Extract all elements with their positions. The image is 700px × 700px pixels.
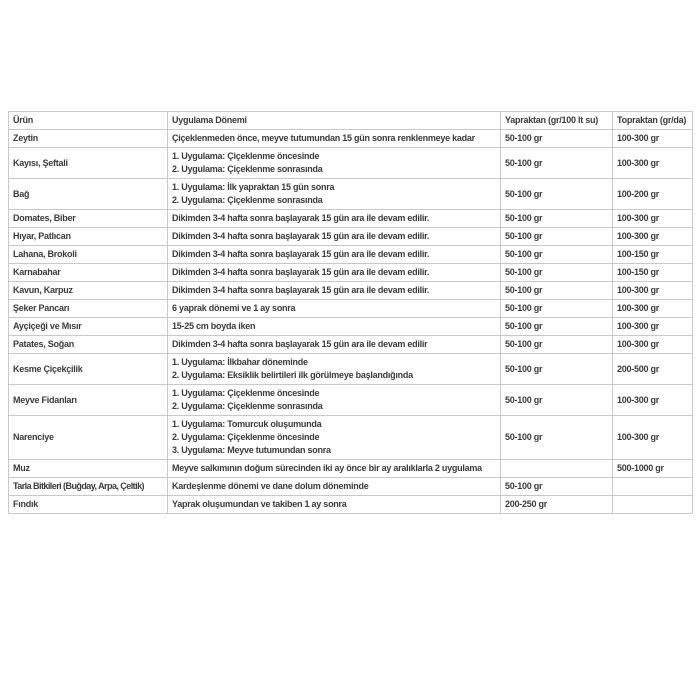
soil-dose-cell: 100-300 gr xyxy=(613,130,693,148)
period-line: Yaprak oluşumundan ve takiben 1 ay sonra xyxy=(172,499,347,509)
period-cell xyxy=(168,246,501,264)
product-cell: Patates, Soğan xyxy=(9,336,168,354)
period-line: Dikimden 3-4 hafta sonra başlayarak 15 gün ara ile devam edilir xyxy=(172,339,428,349)
leaf-dose-cell: 50-100 gr xyxy=(501,210,613,228)
table-row xyxy=(9,282,693,300)
header-application-period: Uygulama Dönemi xyxy=(168,112,501,130)
soil-dose-cell: 100-300 gr xyxy=(613,416,693,460)
table-row xyxy=(9,148,693,179)
period-line: 1. Uygulama: İlkbahar döneminde xyxy=(172,357,308,367)
period-cell xyxy=(168,385,501,416)
table-row xyxy=(9,336,693,354)
table-row xyxy=(9,496,693,514)
soil-dose-cell: 500-1000 gr xyxy=(613,460,693,478)
product-cell: Narenciye xyxy=(9,416,168,460)
period-cell xyxy=(168,460,501,478)
leaf-dose-cell: 50-100 gr xyxy=(501,148,613,179)
period-cell xyxy=(168,148,501,179)
period-line: 3. Uygulama: Meyve tutumundan sonra xyxy=(172,445,331,455)
period-cell xyxy=(168,264,501,282)
soil-dose-cell xyxy=(613,496,693,514)
period-line: Meyve salkımının doğum sürecinden iki ay önce bir ay aralıklarla 2 uygulama xyxy=(172,463,482,473)
table-row xyxy=(9,354,693,385)
period-cell xyxy=(168,354,501,385)
product-cell: Kesme Çiçekçilik xyxy=(9,354,168,385)
leaf-dose-cell: 50-100 gr xyxy=(501,336,613,354)
period-cell xyxy=(168,228,501,246)
period-cell xyxy=(168,179,501,210)
period-line: Kardeşlenme dönemi ve dane dolum döneminde xyxy=(172,481,369,491)
product-cell: Lahana, Brokoli xyxy=(9,246,168,264)
period-line: Dikimden 3-4 hafta sonra başlayarak 15 gün ara ile devam edilir. xyxy=(172,267,430,277)
period-line: Dikimden 3-4 hafta sonra başlayarak 15 gün ara ile devam edilir. xyxy=(172,231,430,241)
table-row xyxy=(9,179,693,210)
table-row xyxy=(9,478,693,496)
table-row xyxy=(9,264,693,282)
period-line: 2. Uygulama: Çiçeklenme sonrasında xyxy=(172,195,323,205)
soil-dose-cell: 100-150 gr xyxy=(613,246,693,264)
soil-dose-cell: 200-500 gr xyxy=(613,354,693,385)
leaf-dose-cell: 50-100 gr xyxy=(501,354,613,385)
leaf-dose-cell: 50-100 gr xyxy=(501,264,613,282)
period-line: Çiçeklenmeden önce, meyve tutumundan 15 gün sonra renklenmeye kadar xyxy=(172,133,475,143)
period-line: 1. Uygulama: Tomurcuk oluşumunda xyxy=(172,419,322,429)
soil-dose-cell: 100-300 gr xyxy=(613,336,693,354)
leaf-dose-cell: 50-100 gr xyxy=(501,282,613,300)
product-cell: Meyve Fidanları xyxy=(9,385,168,416)
header-product: Ürün xyxy=(9,112,168,130)
table-row xyxy=(9,246,693,264)
leaf-dose-cell: 50-100 gr xyxy=(501,385,613,416)
soil-dose-cell: 100-300 gr xyxy=(613,318,693,336)
product-cell: Domates, Biber xyxy=(9,210,168,228)
period-line: 15-25 cm boyda iken xyxy=(172,321,256,331)
soil-dose-cell: 100-200 gr xyxy=(613,179,693,210)
leaf-dose-cell: 50-100 gr xyxy=(501,130,613,148)
table-row xyxy=(9,130,693,148)
soil-dose-cell: 100-300 gr xyxy=(613,148,693,179)
period-line: 1. Uygulama: İlk yapraktan 15 gün sonra xyxy=(172,182,335,192)
period-cell xyxy=(168,210,501,228)
product-cell: Kavun, Karpuz xyxy=(9,282,168,300)
period-line: Dikimden 3-4 hafta sonra başlayarak 15 gün ara ile devam edilir. xyxy=(172,285,430,295)
product-cell: Zeytin xyxy=(9,130,168,148)
period-cell xyxy=(168,318,501,336)
product-cell: Bağ xyxy=(9,179,168,210)
period-line: 1. Uygulama: Çiçeklenme öncesinde xyxy=(172,151,320,161)
period-cell xyxy=(168,282,501,300)
period-line: 1. Uygulama: Çiçeklenme öncesinde xyxy=(172,388,320,398)
dose-table-container xyxy=(8,111,692,514)
table-header-row xyxy=(9,112,693,130)
product-cell: Şeker Pancarı xyxy=(9,300,168,318)
soil-dose-cell: 100-300 gr xyxy=(613,300,693,318)
product-cell: Karnabahar xyxy=(9,264,168,282)
application-dose-table xyxy=(8,111,693,514)
leaf-dose-cell: 50-100 gr xyxy=(501,478,613,496)
leaf-dose-cell: 50-100 gr xyxy=(501,318,613,336)
table-row xyxy=(9,416,693,460)
table-row xyxy=(9,385,693,416)
soil-dose-cell: 100-150 gr xyxy=(613,264,693,282)
table-row xyxy=(9,300,693,318)
leaf-dose-cell xyxy=(501,460,613,478)
period-line: 2. Uygulama: Çiçeklenme öncesinde xyxy=(172,432,320,442)
period-line: 6 yaprak dönemi ve 1 ay sonra xyxy=(172,303,296,313)
product-cell: Fındık xyxy=(9,496,168,514)
soil-dose-cell: 100-300 gr xyxy=(613,385,693,416)
product-cell: Tarla Bitkileri (Buğday, Arpa, Çeltik) xyxy=(9,478,168,496)
soil-dose-cell xyxy=(613,478,693,496)
leaf-dose-cell: 200-250 gr xyxy=(501,496,613,514)
leaf-dose-cell: 50-100 gr xyxy=(501,228,613,246)
table-row xyxy=(9,210,693,228)
header-soil-dose: Topraktan (gr/da) xyxy=(613,112,693,130)
period-line: 2. Uygulama: Eksiklik belirtileri ilk görülmeye başlandığında xyxy=(172,370,413,380)
period-line: 2. Uygulama: Çiçeklenme sonrasında xyxy=(172,401,323,411)
period-cell xyxy=(168,416,501,460)
product-cell: Ayçiçeği ve Mısır xyxy=(9,318,168,336)
period-cell xyxy=(168,336,501,354)
period-line: Dikimden 3-4 hafta sonra başlayarak 15 gün ara ile devam edilir. xyxy=(172,249,430,259)
leaf-dose-cell: 50-100 gr xyxy=(501,300,613,318)
product-cell: Kayısı, Şeftali xyxy=(9,148,168,179)
product-cell: Muz xyxy=(9,460,168,478)
table-row xyxy=(9,228,693,246)
soil-dose-cell: 100-300 gr xyxy=(613,210,693,228)
leaf-dose-cell: 50-100 gr xyxy=(501,246,613,264)
period-cell xyxy=(168,496,501,514)
period-line: Dikimden 3-4 hafta sonra başlayarak 15 gün ara ile devam edilir. xyxy=(172,213,430,223)
leaf-dose-cell: 50-100 gr xyxy=(501,179,613,210)
soil-dose-cell: 100-300 gr xyxy=(613,228,693,246)
soil-dose-cell: 100-300 gr xyxy=(613,282,693,300)
header-leaf-dose: Yapraktan (gr/100 lt su) xyxy=(501,112,613,130)
product-cell: Hıyar, Patlıcan xyxy=(9,228,168,246)
period-cell xyxy=(168,300,501,318)
table-row xyxy=(9,318,693,336)
period-line: 2. Uygulama: Çiçeklenme sonrasında xyxy=(172,164,323,174)
leaf-dose-cell: 50-100 gr xyxy=(501,416,613,460)
period-cell xyxy=(168,130,501,148)
period-cell xyxy=(168,478,501,496)
table-row xyxy=(9,460,693,478)
